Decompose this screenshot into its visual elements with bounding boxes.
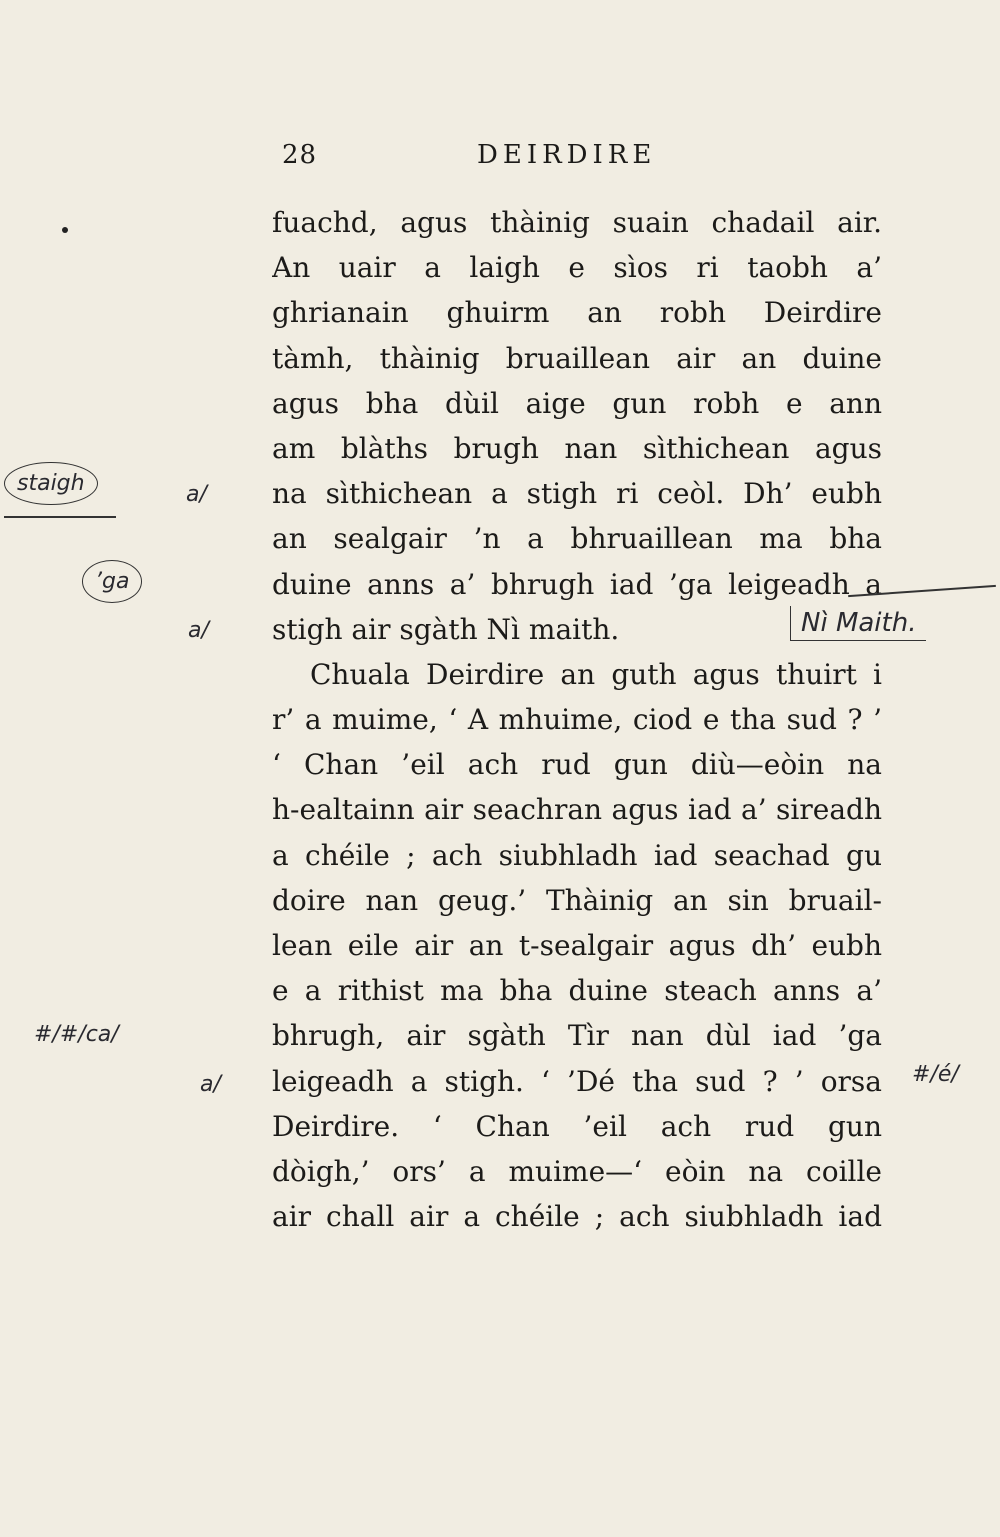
annotation-a-1: a/	[186, 482, 207, 507]
text-line: leigeadh a stigh. ‘ ’Dé tha sud ? ’ orsa	[272, 1064, 882, 1098]
text-line: bhrugh, air sgàth Tìr nan dùl iad ’ga	[272, 1019, 882, 1053]
text-line: an sealgair ’n a bhruaillean ma bha	[272, 522, 882, 556]
text-line: ‘ Chan ’eil ach rud gun diù—eòin na	[272, 748, 882, 782]
text-line: Deirdire. ‘ Chan ’eil ach rud gun	[272, 1109, 882, 1143]
annotation-staigh: staigh	[4, 462, 98, 505]
text-line: agus bha dùil aige gun robh e ann	[272, 386, 882, 420]
text-line: am blàths brugh nan sìthichean agus	[272, 431, 882, 465]
text-line: Chuala Deirdire an guth agus thuirt i	[310, 657, 882, 691]
text-line: dòigh,’ ors’ a muime—‘ eòin na coille	[272, 1154, 882, 1188]
annotation-hash-e: #/é/	[912, 1062, 959, 1087]
text-line: fuachd, agus thàinig suain chadail air.	[272, 206, 882, 239]
annotation-a-2: a/	[188, 618, 209, 643]
text-line: air chall air a chéile ; ach siubhladh iad	[272, 1200, 882, 1234]
text-line: r’ a muime, ‘ A mhuime, ciod e tha sud ? ’	[272, 703, 882, 737]
annotation-ga: ’ga	[82, 560, 142, 603]
text-line: doire nan geug.’ Thàinig an sin bruail-	[272, 883, 882, 917]
text-line: ghrianain ghuirm an robh Deirdire	[272, 296, 882, 330]
annotation-ni-maith: Nì Maith.	[790, 606, 926, 641]
text-line: tàmh, thàinig bruaillean air an duine	[272, 341, 882, 375]
text-line: stigh air sgàth Nì maith.	[272, 612, 620, 646]
running-title: DEIRDIRE	[477, 140, 657, 170]
annotation-underline	[4, 516, 116, 518]
text-line: h-ealtainn air seachran agus iad a’ sireadh	[272, 793, 882, 827]
annotation-a-3: a/	[200, 1072, 221, 1097]
text-line: e a rithist ma bha duine steach anns a’	[272, 974, 882, 1008]
margin-dot	[62, 227, 68, 233]
page-number: 28	[282, 140, 318, 170]
body-text	[272, 200, 882, 1239]
text-line: a chéile ; ach siubhladh iad seachad gu	[272, 838, 882, 872]
annotation-hash: #/#/ca/	[34, 1022, 119, 1047]
text-line: lean eile air an t-sealgair agus dh’ eubh	[272, 929, 882, 962]
text-line: na sìthichean a stigh ri ceòl. Dh’ eubh	[272, 477, 882, 511]
text-line: duine anns a’ bhrugh iad ’ga leigeadh a	[272, 567, 882, 601]
page-header	[282, 140, 692, 180]
text-line: An uair a laigh e sìos ri taobh a’	[272, 251, 882, 285]
